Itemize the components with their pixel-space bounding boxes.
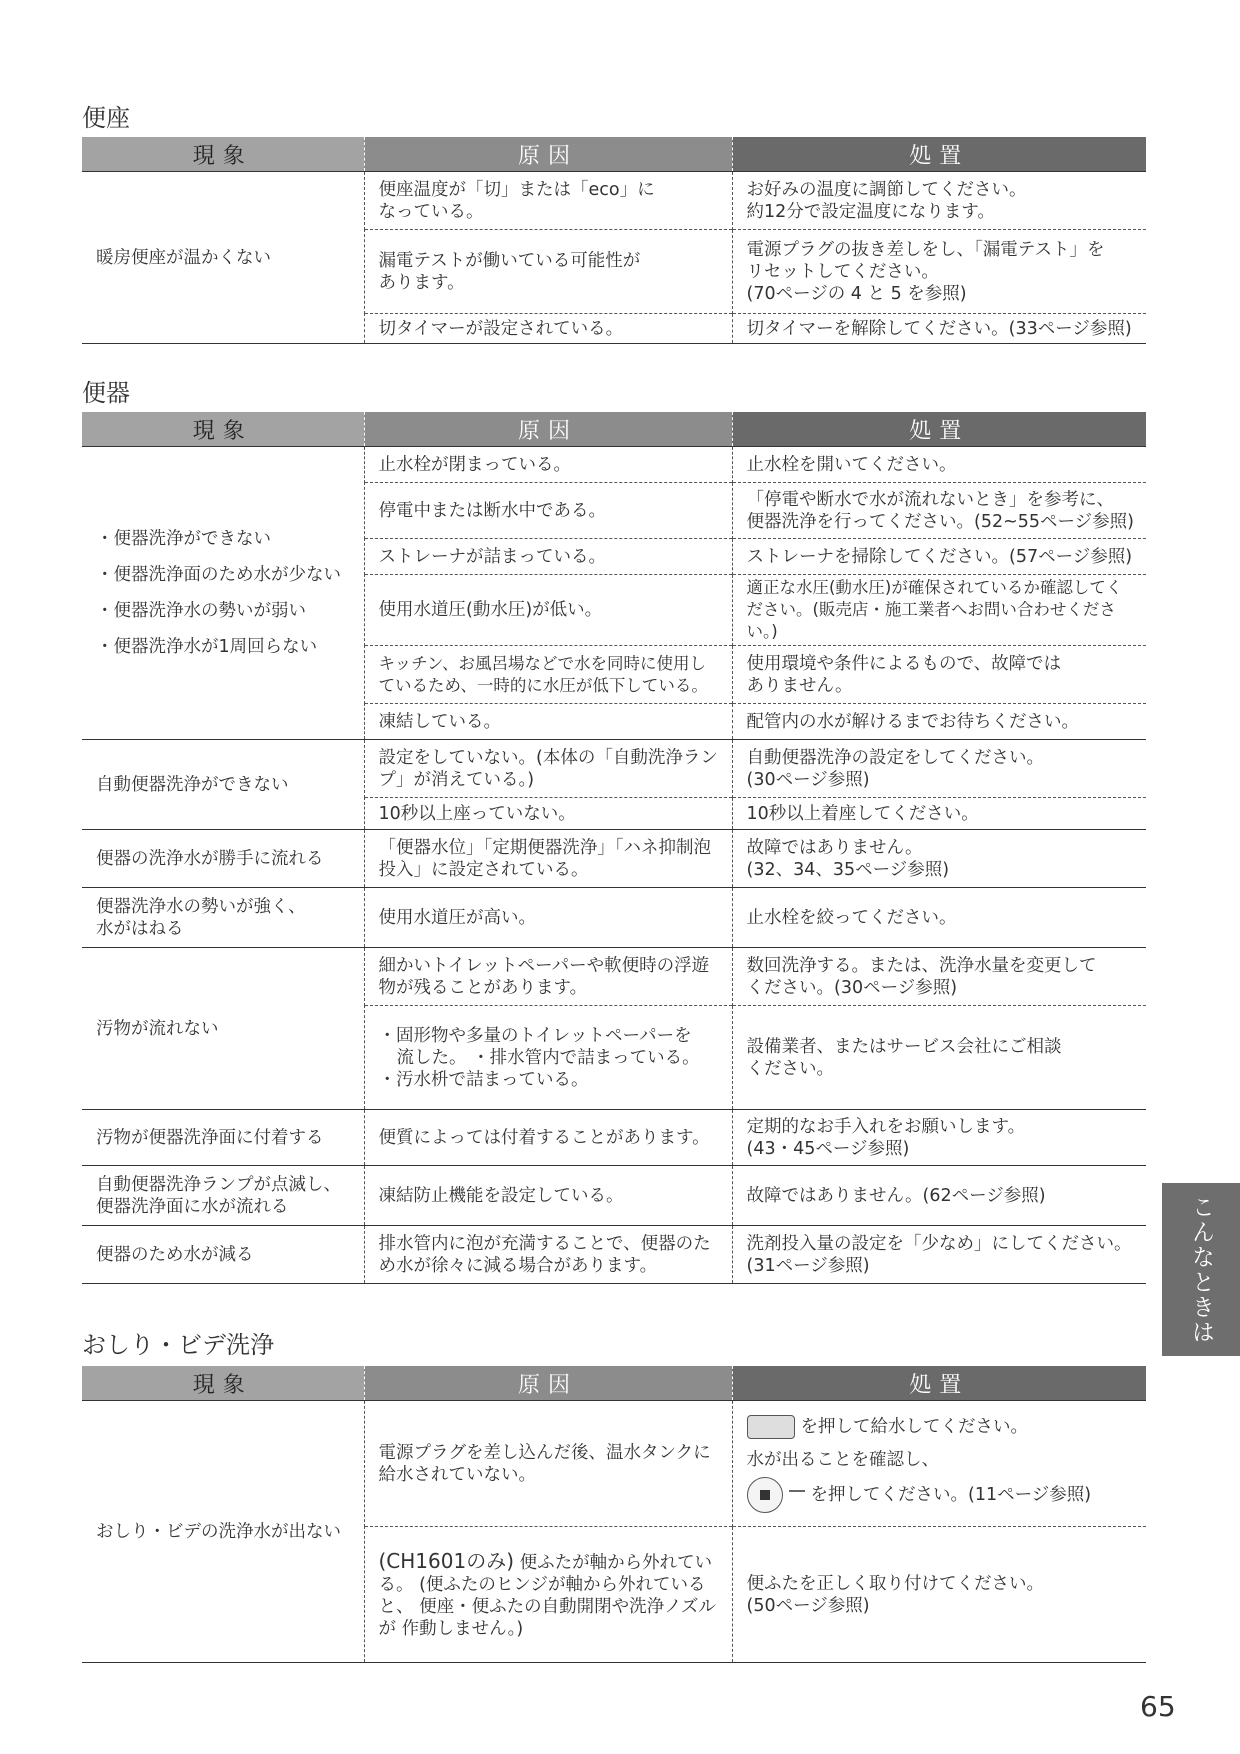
table-row (82, 1401, 1146, 1527)
action-cell: 「停電や断水で水が流れないとき」を参考に、 便器洗浄を行ってください。(52~55ページ参照) (732, 483, 1146, 539)
symptom-cell: 自動便器洗浄ができない (82, 740, 364, 830)
cause-cell: 切タイマーが設定されている。 (364, 314, 732, 344)
cause-cell: (CH1601のみ) 便ふたが軸から外れている。 (便ふたのヒンジが軸から外れていると、 便座・便ふたの自動開閉や洗浄ノズルが 作動しません。) (364, 1527, 732, 1663)
action-cell: お好みの温度に調節してください。 約12分で設定温度になります。 (732, 172, 1146, 230)
table-row (82, 1166, 1146, 1226)
cause-cell: ・固形物や多量のトイレットペーパーを 流した。 ・排水管内で詰まっている。 ・汚水枡で詰まっている。 (364, 1006, 732, 1110)
action-cell: 切タイマーを解除してください。(33ページ参照) (732, 314, 1146, 344)
symptom-cell: 便器のため水が減る (82, 1226, 364, 1284)
bidet-table (82, 1366, 1146, 1663)
cause-cell: 設定をしていない。(本体の「自動洗浄ランプ」が消えている。) (364, 740, 732, 798)
header-cause: 原因 (364, 1366, 732, 1401)
header-action: 処置 (732, 412, 1146, 447)
table-row (82, 447, 1146, 483)
table-row (82, 948, 1146, 1006)
symptom-cell: おしり・ビデの洗浄水が出ない (82, 1401, 364, 1663)
cause-cell: 便座温度が「切」または「eco」に なっている。 (364, 172, 732, 230)
action-cell: ストレーナを掃除してください。(57ページ参照) (732, 539, 1146, 575)
table-header (82, 412, 1146, 447)
table-row (82, 1226, 1146, 1284)
table-row (82, 888, 1146, 948)
action-cell: 便ふたを正しく取り付けてください。 (50ページ参照) (732, 1527, 1146, 1663)
symptom-cell: ・便器洗浄ができない ・便器洗浄面のため水が少ない ・便器洗浄水の勢いが弱い ・便器洗浄水が1周回らない (82, 447, 364, 740)
cause-cell: キッチン、お風呂場などで水を同時に使用しているため、一時的に水圧が低下している。 (364, 646, 732, 704)
action-cell: を押して給水してください。 水が出ることを確認し、 を押してください。(11ページ参照) (732, 1401, 1146, 1527)
action-cell: 止水栓を開いてください。 (732, 447, 1146, 483)
action-cell: 洗剤投入量の設定を「少なめ」にしてください。 (31ページ参照) (732, 1226, 1146, 1284)
action-cell: 設備業者、またはサービス会社にご相談 ください。 (732, 1006, 1146, 1110)
table-header (82, 137, 1146, 172)
nozzle-clean-button-icon (747, 1415, 795, 1439)
header-symptom: 現象 (82, 137, 364, 172)
seat-table (82, 137, 1146, 344)
action-cell: 止水栓を絞ってください。 (732, 888, 1146, 948)
symptom-cell: 汚物が流れない (82, 948, 364, 1110)
action-cell: 自動便器洗浄の設定をしてください。 (30ページ参照) (732, 740, 1146, 798)
page-number: 65 (1140, 1690, 1176, 1723)
header-symptom: 現象 (82, 1366, 364, 1401)
header-symptom: 現象 (82, 412, 364, 447)
bowl-table (82, 412, 1146, 1284)
action-cell: 適正な水圧(動水圧)が確保されているか確認してく ださい。(販売店・施工業者へお問い合わせください。) (732, 575, 1146, 646)
action-cell: 電源プラグの抜き差しをし、「漏電テスト」を リセットしてください。 (70ページの 4 と 5 を参照) (732, 230, 1146, 314)
header-action: 処置 (732, 137, 1146, 172)
cause-cell: 電源プラグを差し込んだ後、温水タンクに給水されていない。 (364, 1401, 732, 1527)
symptom-cell: 暖房便座が温かくない (82, 172, 364, 344)
cause-cell: 「便器水位」「定期便器洗浄」「ハネ抑制泡投入」に設定されている。 (364, 830, 732, 888)
cause-cell: 止水栓が閉まっている。 (364, 447, 732, 483)
header-cause: 原因 (364, 137, 732, 172)
symptom-cell: 便器の洗浄水が勝手に流れる (82, 830, 364, 888)
table-row (82, 830, 1146, 888)
table-row (82, 172, 1146, 230)
section-title-bidet: おしり・ビデ洗浄 (82, 1331, 274, 1359)
stop-button-icon (747, 1477, 783, 1513)
cause-cell: 使用水道圧(動水圧)が低い。 (364, 575, 732, 646)
cause-cell: 細かいトイレットペーパーや軟便時の浮遊物が残ることがあります。 (364, 948, 732, 1006)
table-row (82, 1110, 1146, 1166)
action-cell: 故障ではありません。 (32、34、35ページ参照) (732, 830, 1146, 888)
cause-cell: 排水管内に泡が充満することで、便器のため水が徐々に減る場合があります。 (364, 1226, 732, 1284)
action-cell: 故障ではありません。(62ページ参照) (732, 1166, 1146, 1226)
side-tab: こんなときは (1162, 1183, 1240, 1356)
action-cell: 数回洗浄する。または、洗浄水量を変更して ください。(30ページ参照) (732, 948, 1146, 1006)
header-action: 処置 (732, 1366, 1146, 1401)
cause-cell: ストレーナが詰まっている。 (364, 539, 732, 575)
section-title-seat: 便座 (82, 104, 130, 132)
cause-cell: 漏電テストが働いている可能性が あります。 (364, 230, 732, 314)
section-title-bowl: 便器 (82, 379, 130, 407)
symptom-cell: 便器洗浄水の勢いが強く、 水がはねる (82, 888, 364, 948)
cause-cell: 10秒以上座っていない。 (364, 798, 732, 830)
header-cause: 原因 (364, 412, 732, 447)
cause-cell: 便質によっては付着することがあります。 (364, 1110, 732, 1166)
action-cell: 配管内の水が解けるまでお待ちください。 (732, 704, 1146, 740)
cause-cell: 凍結している。 (364, 704, 732, 740)
table-row (82, 740, 1146, 798)
action-cell: 定期的なお手入れをお願いします。 (43・45ページ参照) (732, 1110, 1146, 1166)
symptom-cell: 汚物が便器洗浄面に付着する (82, 1110, 364, 1166)
action-cell: 10秒以上着座してください。 (732, 798, 1146, 830)
cause-cell: 使用水道圧が高い。 (364, 888, 732, 948)
stop-label-mark-icon (789, 1490, 805, 1500)
symptom-cell: 自動便器洗浄ランプが点滅し、便器洗浄面に水が流れる (82, 1166, 364, 1226)
cause-cell: 停電中または断水中である。 (364, 483, 732, 539)
cause-cell: 凍結防止機能を設定している。 (364, 1166, 732, 1226)
table-header (82, 1366, 1146, 1401)
action-cell: 使用環境や条件によるもので、故障では ありません。 (732, 646, 1146, 704)
